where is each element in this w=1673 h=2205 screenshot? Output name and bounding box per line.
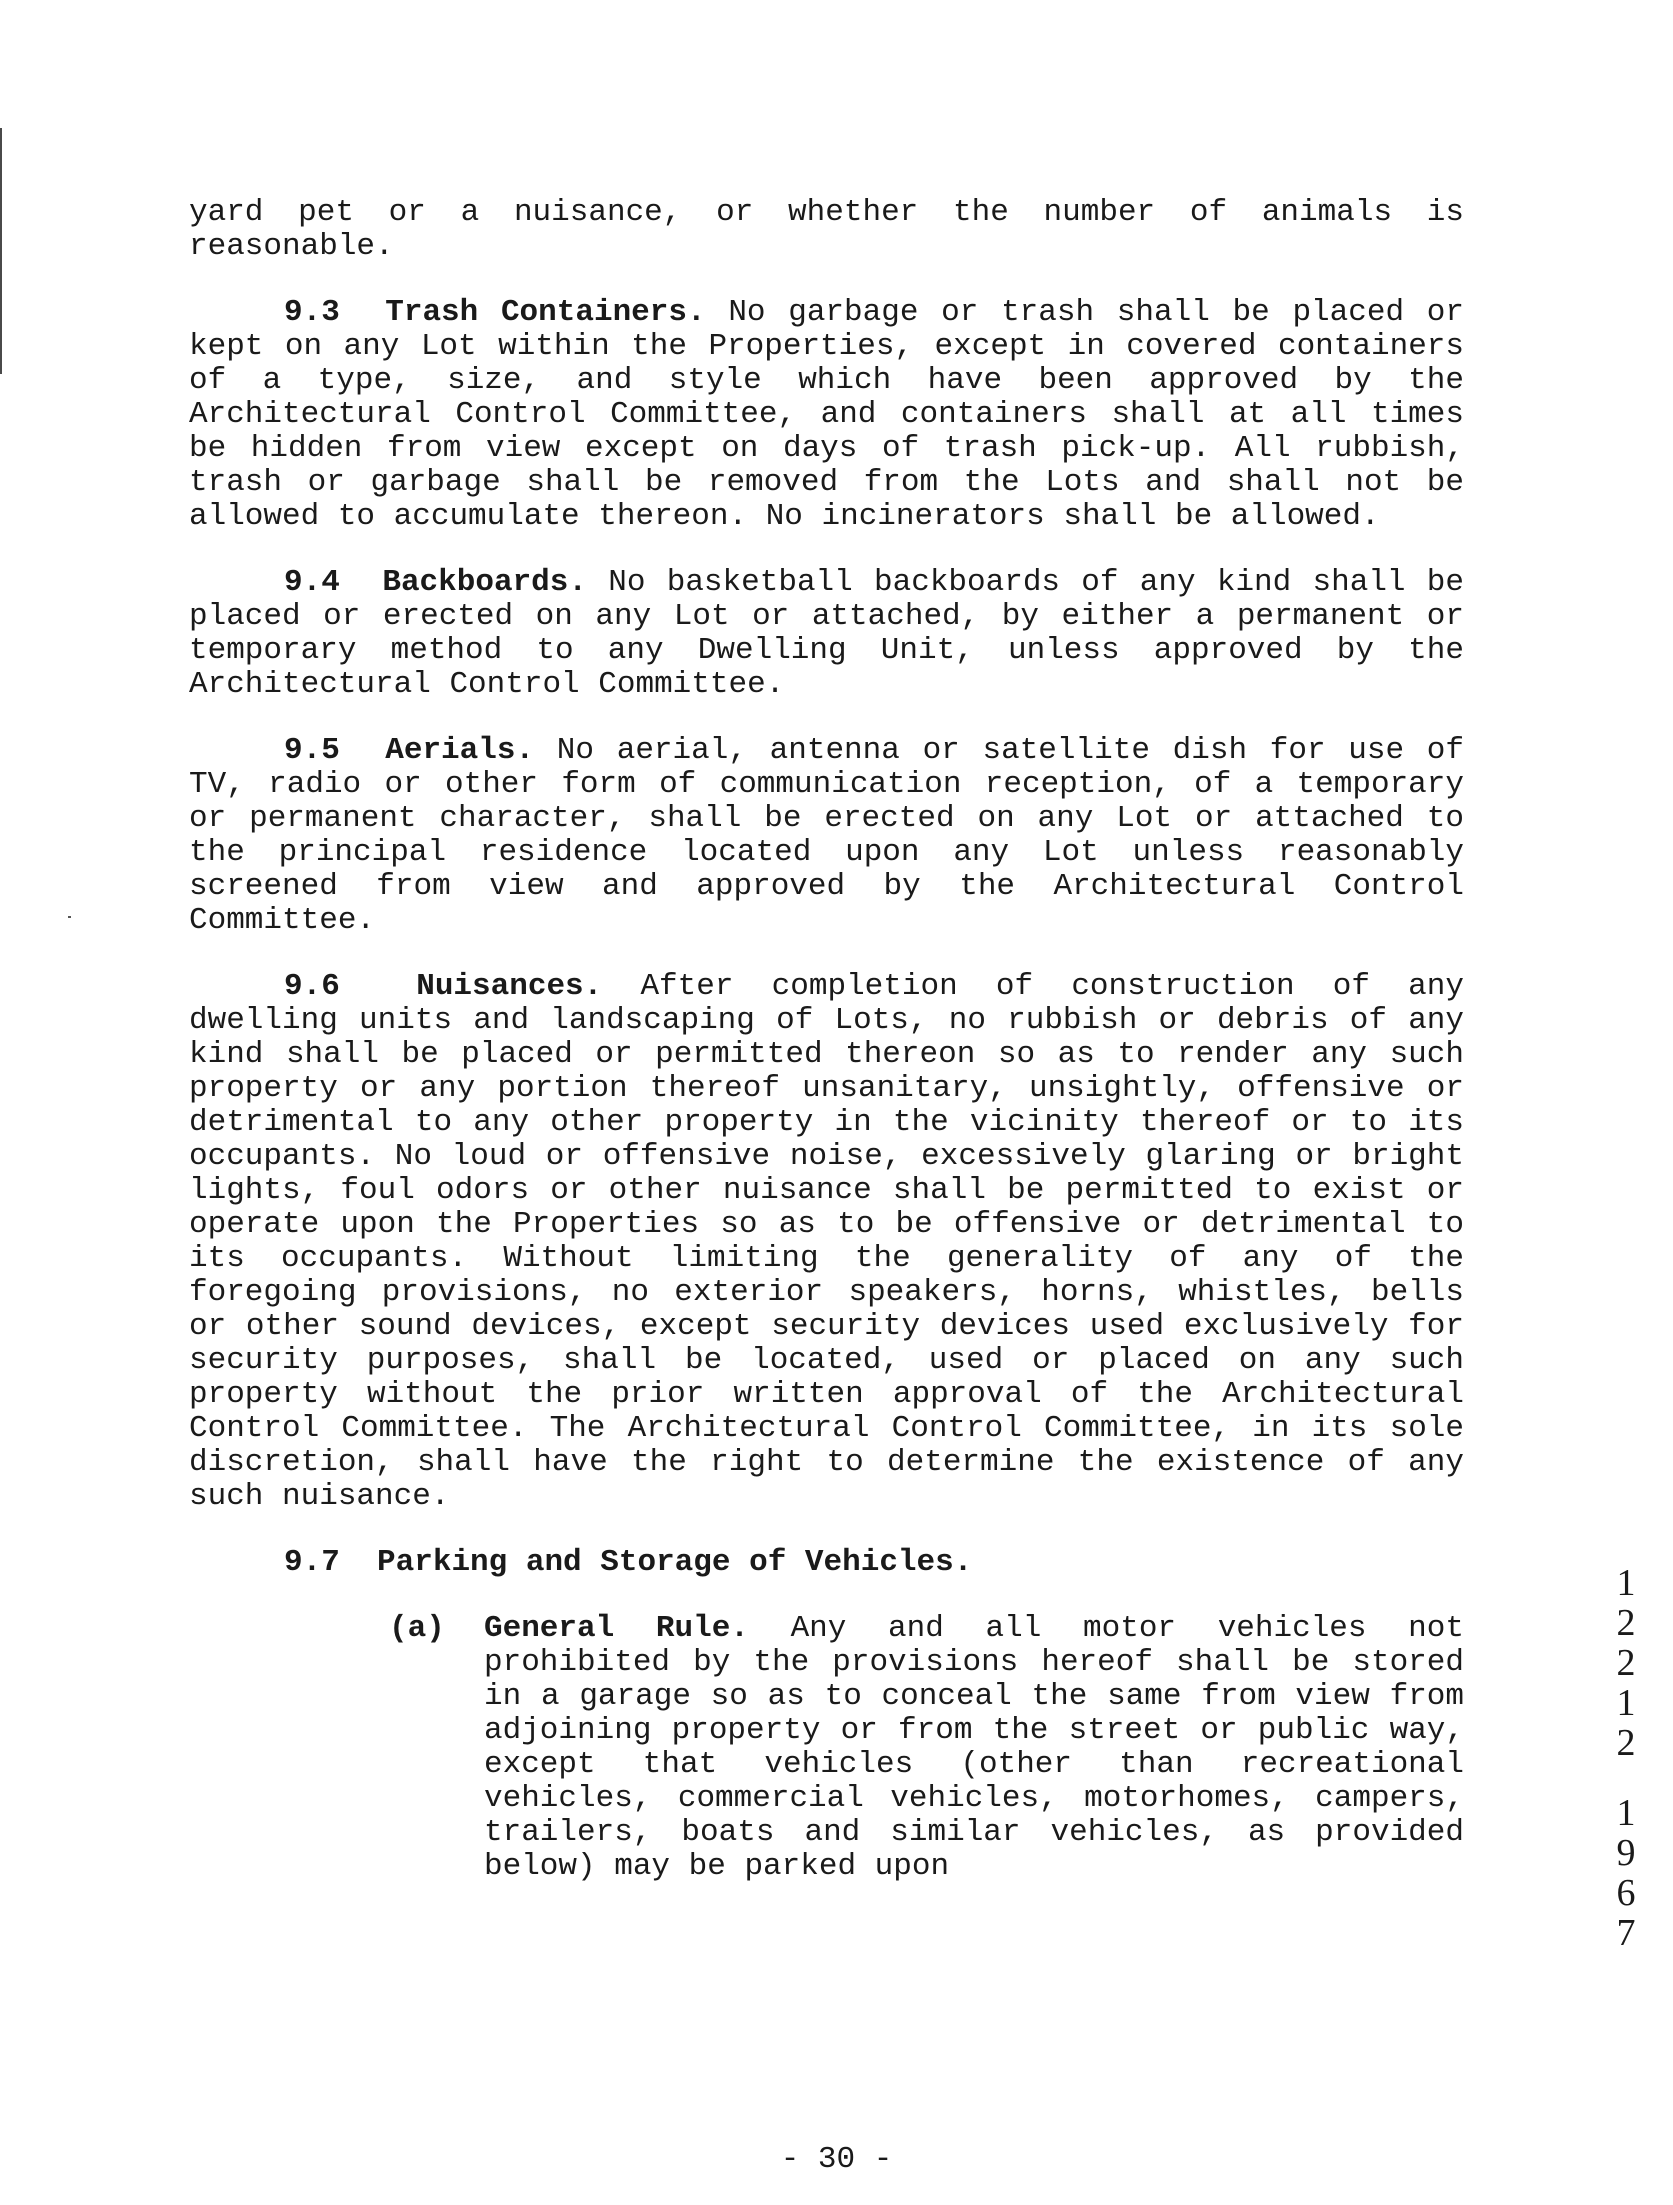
stamp-digit: 7 (1616, 1912, 1636, 1954)
section-text: No garbage or trash shall be placed or kept on any Lot within the Properties, except in covered containers of a type, size, and style which have been approved by the Architectural Control Committee, and containers shall at all times be hidden from view except on days of trash pick-up. All rubbish, trash or garbage shall be removed from the Lots and shall not be allowed to accumulate thereon. No incinerators shall be allowed. (189, 295, 1464, 534)
subsection-label: (a) (389, 1611, 445, 1646)
stamp-digit: 2 (1616, 1602, 1636, 1644)
recording-stamp (1606, 1563, 1646, 1953)
section-text: No basketball backboards of any kind shall be placed or erected on any Lot or attached, by either a permanent or temporary method to any Dwelling Unit, unless approved by the Architectural Control Committee. (189, 565, 1464, 702)
stamp-digit: 1 (1616, 1682, 1636, 1724)
stamp-digit: 6 (1616, 1872, 1636, 1914)
continuation-paragraph (189, 196, 1464, 264)
subsection-text: Any and all motor vehicles not prohibited by the provisions hereof shall be stored in a garage so as to conceal the same from view from adjoining property or from the street or public way, except that vehicles (other than recreational vehicles, commercial vehicles, motorhomes, campers, trailers, boats and similar vehicles, as provided below) may be parked upon (484, 1611, 1464, 1884)
section-9-5 (189, 734, 1464, 938)
section-9-6 (189, 970, 1464, 1514)
document-body (189, 196, 1464, 1884)
stamp-digit: 2 (1616, 1642, 1636, 1684)
section-title: Trash Containers. (385, 295, 706, 330)
section-number: 9.7 (284, 1545, 340, 1580)
section-9-4 (189, 566, 1464, 702)
subsection-a (189, 1612, 1464, 1884)
margin-tick-mark (0, 128, 2, 142)
section-number: 9.4 (284, 565, 340, 600)
page-number: - 30 - (780, 2142, 893, 2177)
margin-tick-mark (0, 160, 2, 174)
stamp-digit: 1 (1616, 1562, 1636, 1604)
scan-speck (68, 916, 71, 918)
subsection-title: General Rule. (484, 1611, 749, 1646)
section-text: After completion of construction of any dwelling units and landscaping of Lots, no rubbish or debris of any kind shall be placed or permitted thereon so as to render any such property or any portion thereof unsanitary, unsightly, offensive or detrimental to any other property in the vicinity thereof or to its occupants. No loud or offensive noise, excessively glaring or bright lights, foul odors or other nuisance shall be permitted to exist or operate upon the Properties so as to be offensive or detrimental to its occupants. Without limiting the generality of any of the foregoing provisions, no exterior speakers, horns, whistles, bells or other sound devices, except security devices used exclusively for security purposes, shall be located, used or placed on any such property without the prior written approval of the Architectural Control Committee. The Architectural Control Committee, in its sole discretion, shall have the right to determine the existence of any such nuisance. (189, 969, 1464, 1514)
section-9-7 (284, 1546, 1464, 1580)
section-title: Nuisances. (416, 969, 603, 1004)
section-title: Backboards. (382, 565, 587, 600)
section-title: Parking and Storage of Vehicles. (377, 1545, 973, 1580)
subsection-body (484, 1612, 1464, 1884)
stamp-digit: 9 (1616, 1832, 1636, 1874)
stamp-digit: 1 (1616, 1792, 1636, 1834)
section-number: 9.5 (284, 733, 340, 768)
section-title: Aerials. (385, 733, 535, 768)
section-9-3 (189, 296, 1464, 534)
stamp-gap (1606, 1763, 1646, 1793)
section-number: 9.6 (284, 969, 340, 1004)
section-number: 9.3 (284, 295, 340, 330)
section-text: No aerial, antenna or satellite dish for use of TV, radio or other form of communication reception, of a temporary or permanent character, shall be erected on any Lot or attached to the principal residence located upon any Lot unless reasonably screened from view and approved by the Architectural Control Committee. (189, 733, 1465, 938)
continuation-text: yard pet or a nuisance, or whether the number of animals is reasonable. (189, 195, 1464, 264)
stamp-digit: 2 (1616, 1722, 1636, 1764)
